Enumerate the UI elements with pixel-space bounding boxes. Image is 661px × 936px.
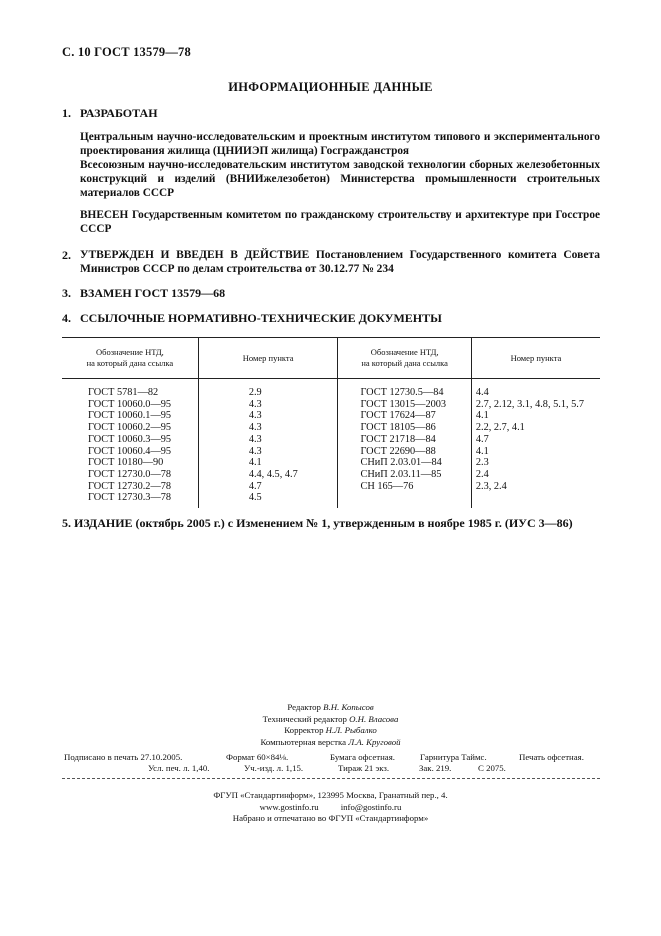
table-cell: 4.3 (248, 433, 262, 445)
section-2-number: 2. (62, 248, 71, 262)
table-cell: ГОСТ 12730.0—78 (88, 468, 172, 480)
pub-print: Печать офсетная. (519, 752, 584, 762)
column-header-item-left (198, 338, 338, 379)
table-cell: ГОСТ 21718—84 (360, 433, 436, 445)
credit-tech-editor (0, 714, 661, 726)
table-cell: 4.3 (248, 445, 262, 457)
section-3-heading: ВЗАМЕН ГОСТ 13579—68 (80, 286, 226, 300)
section-1-introduced (80, 208, 600, 236)
header-line: на который дана ссылка (86, 358, 174, 368)
table-cell: ГОСТ 12730.3—78 (88, 492, 172, 504)
section-1-number: 1. (62, 106, 71, 120)
table-cell: 4.4 (475, 387, 489, 398)
table-cell: ГОСТ 12730.2—78 (88, 480, 172, 492)
developer-org-1: Центральным научно-исследовательским и проектным институтом типового и экспериментального проектирования жилища (ЦНИИЭП жилища) Госгражданстроя (80, 131, 600, 157)
reference-documents-table (62, 337, 600, 508)
section-3-number: 3. (62, 286, 71, 300)
section-5-edition (62, 516, 602, 531)
credit-person: В.Н. Копысов (323, 702, 374, 712)
table-cell: ГОСТ 10060.2—95 (88, 422, 172, 434)
credit-corrector (0, 725, 661, 737)
introduced-by: ВНЕСЕН Государственным комитетом по гражданскому строительству и архитектуре при Госстрое СССР (80, 209, 600, 235)
table-cell: ГОСТ 17624—87 (360, 410, 436, 422)
table-cell: 2.3 (475, 457, 489, 469)
table-cell: СНиП 2.03.11—85 (360, 468, 442, 480)
right-docs-column (338, 379, 471, 509)
section-5-number: 5. (62, 516, 71, 530)
left-items-column (198, 379, 338, 509)
table-cell: 4.4, 4.5, 4.7 (248, 468, 298, 480)
table-cell: 4.3 (248, 422, 262, 434)
header-line: Номер пункта (510, 352, 562, 363)
credit-label: Компьютерная верстка (260, 736, 347, 747)
header-line: Обозначение НТД, (370, 347, 439, 357)
pub-edition-sheets: Уч.-изд. л. 1,15. (244, 763, 304, 773)
pub-paper: Бумага офсетная. (330, 752, 395, 762)
publisher-contacts (0, 802, 661, 814)
column-header-doc-left (62, 338, 198, 379)
credit-label: Технический редактор (262, 713, 347, 724)
credits-block (0, 702, 661, 748)
pub-signed: Подписано в печать 27.10.2005. (64, 752, 183, 762)
publisher-address: ФГУП «Стандартинформ», 123995 Москва, Гранатный пер., 4. (213, 790, 448, 800)
table-cell: 2.4 (475, 468, 489, 480)
section-5-text: ИЗДАНИЕ (октябрь 2005 г.) с Изменением № 1, утвержденным в ноябре 1985 г. (ИУС 3—86) (74, 516, 573, 530)
table-cell: ГОСТ 5781—82 (88, 387, 159, 398)
left-docs-column (62, 379, 198, 509)
table-cell: ГОСТ 10060.3—95 (88, 433, 172, 445)
table-cell: 2.7, 2.12, 3.1, 4.8, 5.1, 5.7 (475, 398, 584, 410)
header-line: Номер пункта (242, 352, 294, 363)
table-cell: 4.3 (248, 410, 262, 422)
pub-order: Зак. 219. (419, 763, 452, 773)
table-cell: 2.9 (248, 387, 262, 398)
publisher-website: www.gostinfo.ru (259, 801, 319, 812)
publisher-footer (0, 790, 661, 825)
table-cell: 2.2, 2.7, 4.1 (475, 422, 525, 434)
pub-run: Тираж 21 экз. (338, 763, 390, 773)
table-cell: 4.5 (248, 492, 262, 504)
table-cell: ГОСТ 10060.0—95 (88, 398, 172, 410)
pub-format: Формат 60×84⅛. (226, 752, 289, 762)
section-2-text: Постановлением Государственного комитета Совета Министров СССР по делам строительства от 30.12.77 № 234 (80, 249, 600, 275)
credit-label: Редактор (287, 702, 321, 712)
table-cell: 4.7 (475, 433, 489, 445)
right-items-column (471, 379, 600, 509)
column-header-doc-right (338, 338, 471, 379)
pub-c-number: С 2075. (478, 763, 506, 773)
divider (62, 778, 600, 779)
publisher-email: info@gostinfo.ru (340, 801, 402, 812)
table-cell: 4.3 (248, 398, 262, 410)
page-title: ИНФОРМАЦИОННЫЕ ДАННЫЕ (228, 80, 433, 94)
section-4-number: 4. (62, 311, 71, 325)
table-cell: ГОСТ 12730.5—84 (360, 387, 444, 398)
credit-editor (0, 702, 661, 714)
section-4-heading: ССЫЛОЧНЫЕ НОРМАТИВНО-ТЕХНИЧЕСКИЕ ДОКУМЕНТЫ (80, 311, 442, 325)
section-2-body (80, 248, 600, 276)
printed-by: Набрано и отпечатано во ФГУП «Стандартинформ» (232, 813, 429, 823)
table-cell: ГОСТ 10180—90 (88, 457, 164, 469)
credit-person: О.Н. Власова (349, 713, 399, 724)
pub-font: Гарнитура Таймс. (420, 752, 487, 762)
table-cell: ГОСТ 22690—88 (360, 445, 436, 457)
header-line: на который дана ссылка (361, 358, 448, 368)
credit-person: Н.Л. Рыбалко (325, 725, 377, 735)
header-line: Обозначение НТД, (95, 347, 164, 357)
table-cell: 4.7 (248, 480, 262, 492)
section-2-heading: УТВЕРЖДЕН И ВВЕДЕН В ДЕЙСТВИЕ (80, 249, 310, 261)
credit-label: Корректор (284, 725, 324, 735)
developer-org-2: Всесоюзным научно-исследовательским институтом заводской технологии сборных железобетонных конструкций и изделий (ВНИИжелезобетон) Министерства промышленности строительных материалов СССР (80, 159, 600, 199)
table-cell: ГОСТ 18105—86 (360, 422, 436, 434)
table-cell: 4.1 (475, 445, 489, 457)
table-cell: ГОСТ 13015—2003 (360, 398, 447, 410)
column-header-item-right (471, 338, 600, 379)
section-1-heading: РАЗРАБОТАН (80, 106, 158, 120)
page-header: С. 10 ГОСТ 13579—78 (62, 45, 191, 59)
pub-sheets: Усл. печ. л. 1,40. (148, 763, 210, 773)
credit-person: Л.А. Круговой (348, 736, 401, 747)
section-1-developers (80, 130, 600, 200)
table-cell: СНиП 2.03.01—84 (360, 457, 442, 469)
table-cell: ГОСТ 10060.1—95 (88, 410, 172, 422)
table-cell: 4.1 (248, 457, 262, 469)
table-cell: 4.1 (475, 410, 489, 422)
table-cell: СН 165—76 (360, 480, 414, 492)
table-cell: ГОСТ 10060.4—95 (88, 445, 172, 457)
table-cell: 2.3, 2.4 (475, 480, 507, 492)
credit-layout (0, 737, 661, 749)
